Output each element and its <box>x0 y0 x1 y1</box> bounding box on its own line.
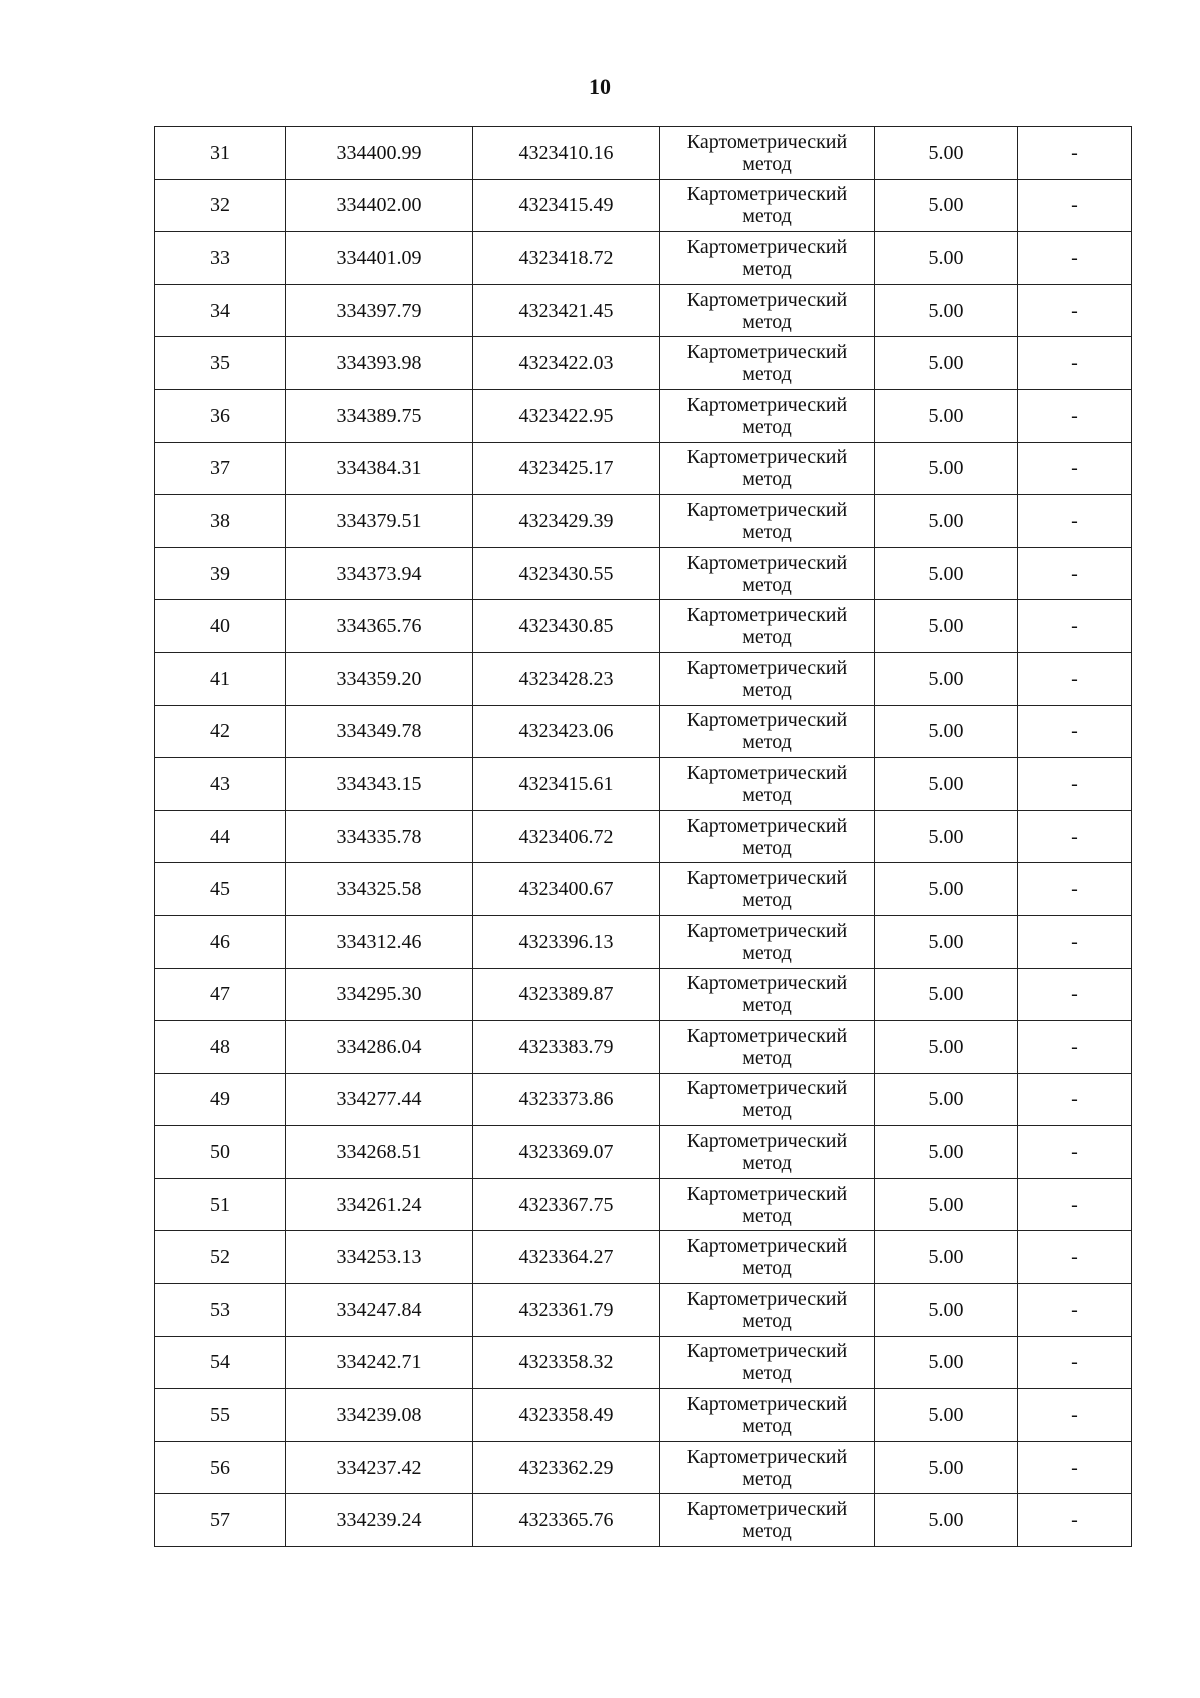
method-cell: Картометрический метод <box>660 705 875 758</box>
table-row <box>155 127 1132 180</box>
accuracy-cell: 5.00 <box>875 127 1018 180</box>
note-cell: - <box>1018 337 1132 390</box>
accuracy-cell: 5.00 <box>875 547 1018 600</box>
point-number-cell: 55 <box>155 1389 286 1442</box>
y-coordinate-cell: 4323361.79 <box>473 1284 660 1337</box>
method-cell: Картометрический метод <box>660 232 875 285</box>
accuracy-cell: 5.00 <box>875 1231 1018 1284</box>
method-cell: Картометрический метод <box>660 810 875 863</box>
point-number-cell: 33 <box>155 232 286 285</box>
method-cell: Картометрический метод <box>660 179 875 232</box>
y-coordinate-cell: 4323358.32 <box>473 1336 660 1389</box>
table-row <box>155 705 1132 758</box>
y-coordinate-cell: 4323396.13 <box>473 915 660 968</box>
method-cell: Картометрический метод <box>660 863 875 916</box>
accuracy-cell: 5.00 <box>875 442 1018 495</box>
method-cell: Картометрический метод <box>660 495 875 548</box>
note-cell: - <box>1018 1494 1132 1547</box>
y-coordinate-cell: 4323429.39 <box>473 495 660 548</box>
point-number-cell: 37 <box>155 442 286 495</box>
method-cell: Картометрический метод <box>660 758 875 811</box>
method-cell: Картометрический метод <box>660 652 875 705</box>
table-row <box>155 1494 1132 1547</box>
table-row <box>155 337 1132 390</box>
method-cell: Картометрический метод <box>660 1231 875 1284</box>
accuracy-cell: 5.00 <box>875 968 1018 1021</box>
method-cell: Картометрический метод <box>660 442 875 495</box>
point-number-cell: 31 <box>155 127 286 180</box>
y-coordinate-cell: 4323415.61 <box>473 758 660 811</box>
method-cell: Картометрический метод <box>660 1336 875 1389</box>
x-coordinate-cell: 334247.84 <box>286 1284 473 1337</box>
table-row <box>155 442 1132 495</box>
x-coordinate-cell: 334401.09 <box>286 232 473 285</box>
y-coordinate-cell: 4323421.45 <box>473 284 660 337</box>
note-cell: - <box>1018 1021 1132 1074</box>
accuracy-cell: 5.00 <box>875 1178 1018 1231</box>
coordinates-table <box>154 126 1132 1547</box>
method-cell: Картометрический метод <box>660 600 875 653</box>
accuracy-cell: 5.00 <box>875 863 1018 916</box>
accuracy-cell: 5.00 <box>875 600 1018 653</box>
table-row <box>155 495 1132 548</box>
x-coordinate-cell: 334365.76 <box>286 600 473 653</box>
x-coordinate-cell: 334400.99 <box>286 127 473 180</box>
table-row <box>155 1126 1132 1179</box>
accuracy-cell: 5.00 <box>875 1126 1018 1179</box>
x-coordinate-cell: 334373.94 <box>286 547 473 600</box>
point-number-cell: 54 <box>155 1336 286 1389</box>
method-cell: Картометрический метод <box>660 1178 875 1231</box>
method-cell: Картометрический метод <box>660 337 875 390</box>
note-cell: - <box>1018 652 1132 705</box>
accuracy-cell: 5.00 <box>875 389 1018 442</box>
table-row <box>155 1389 1132 1442</box>
method-cell: Картометрический метод <box>660 389 875 442</box>
point-number-cell: 32 <box>155 179 286 232</box>
point-number-cell: 46 <box>155 915 286 968</box>
table-row <box>155 915 1132 968</box>
point-number-cell: 50 <box>155 1126 286 1179</box>
x-coordinate-cell: 334277.44 <box>286 1073 473 1126</box>
y-coordinate-cell: 4323389.87 <box>473 968 660 1021</box>
note-cell: - <box>1018 179 1132 232</box>
accuracy-cell: 5.00 <box>875 1389 1018 1442</box>
method-cell: Картометрический метод <box>660 915 875 968</box>
x-coordinate-cell: 334393.98 <box>286 337 473 390</box>
point-number-cell: 38 <box>155 495 286 548</box>
accuracy-cell: 5.00 <box>875 284 1018 337</box>
note-cell: - <box>1018 1389 1132 1442</box>
y-coordinate-cell: 4323373.86 <box>473 1073 660 1126</box>
y-coordinate-cell: 4323365.76 <box>473 1494 660 1547</box>
y-coordinate-cell: 4323362.29 <box>473 1441 660 1494</box>
y-coordinate-cell: 4323425.17 <box>473 442 660 495</box>
table-row <box>155 758 1132 811</box>
note-cell: - <box>1018 495 1132 548</box>
method-cell: Картометрический метод <box>660 1441 875 1494</box>
note-cell: - <box>1018 863 1132 916</box>
method-cell: Картометрический метод <box>660 968 875 1021</box>
table-row <box>155 810 1132 863</box>
note-cell: - <box>1018 1336 1132 1389</box>
note-cell: - <box>1018 758 1132 811</box>
accuracy-cell: 5.00 <box>875 337 1018 390</box>
y-coordinate-cell: 4323422.95 <box>473 389 660 442</box>
accuracy-cell: 5.00 <box>875 1494 1018 1547</box>
note-cell: - <box>1018 1284 1132 1337</box>
table-row <box>155 863 1132 916</box>
point-number-cell: 40 <box>155 600 286 653</box>
method-cell: Картометрический метод <box>660 284 875 337</box>
x-coordinate-cell: 334286.04 <box>286 1021 473 1074</box>
y-coordinate-cell: 4323358.49 <box>473 1389 660 1442</box>
note-cell: - <box>1018 547 1132 600</box>
point-number-cell: 42 <box>155 705 286 758</box>
point-number-cell: 52 <box>155 1231 286 1284</box>
accuracy-cell: 5.00 <box>875 705 1018 758</box>
point-number-cell: 44 <box>155 810 286 863</box>
x-coordinate-cell: 334312.46 <box>286 915 473 968</box>
accuracy-cell: 5.00 <box>875 179 1018 232</box>
point-number-cell: 47 <box>155 968 286 1021</box>
point-number-cell: 39 <box>155 547 286 600</box>
note-cell: - <box>1018 600 1132 653</box>
y-coordinate-cell: 4323364.27 <box>473 1231 660 1284</box>
y-coordinate-cell: 4323430.85 <box>473 600 660 653</box>
y-coordinate-cell: 4323423.06 <box>473 705 660 758</box>
note-cell: - <box>1018 968 1132 1021</box>
accuracy-cell: 5.00 <box>875 915 1018 968</box>
coordinates-table-body <box>155 127 1132 1547</box>
point-number-cell: 53 <box>155 1284 286 1337</box>
note-cell: - <box>1018 1178 1132 1231</box>
note-cell: - <box>1018 389 1132 442</box>
table-row <box>155 1441 1132 1494</box>
accuracy-cell: 5.00 <box>875 810 1018 863</box>
method-cell: Картометрический метод <box>660 1021 875 1074</box>
table-row <box>155 968 1132 1021</box>
point-number-cell: 48 <box>155 1021 286 1074</box>
x-coordinate-cell: 334237.42 <box>286 1441 473 1494</box>
accuracy-cell: 5.00 <box>875 495 1018 548</box>
note-cell: - <box>1018 915 1132 968</box>
x-coordinate-cell: 334343.15 <box>286 758 473 811</box>
x-coordinate-cell: 334325.58 <box>286 863 473 916</box>
point-number-cell: 51 <box>155 1178 286 1231</box>
point-number-cell: 34 <box>155 284 286 337</box>
accuracy-cell: 5.00 <box>875 232 1018 285</box>
x-coordinate-cell: 334295.30 <box>286 968 473 1021</box>
y-coordinate-cell: 4323415.49 <box>473 179 660 232</box>
table-row <box>155 1021 1132 1074</box>
x-coordinate-cell: 334242.71 <box>286 1336 473 1389</box>
x-coordinate-cell: 334349.78 <box>286 705 473 758</box>
table-row <box>155 284 1132 337</box>
x-coordinate-cell: 334239.24 <box>286 1494 473 1547</box>
y-coordinate-cell: 4323367.75 <box>473 1178 660 1231</box>
y-coordinate-cell: 4323383.79 <box>473 1021 660 1074</box>
table-row <box>155 179 1132 232</box>
method-cell: Картометрический метод <box>660 1284 875 1337</box>
point-number-cell: 41 <box>155 652 286 705</box>
x-coordinate-cell: 334397.79 <box>286 284 473 337</box>
x-coordinate-cell: 334379.51 <box>286 495 473 548</box>
accuracy-cell: 5.00 <box>875 1021 1018 1074</box>
note-cell: - <box>1018 1441 1132 1494</box>
method-cell: Картометрический метод <box>660 127 875 180</box>
point-number-cell: 35 <box>155 337 286 390</box>
method-cell: Картометрический метод <box>660 1073 875 1126</box>
x-coordinate-cell: 334384.31 <box>286 442 473 495</box>
accuracy-cell: 5.00 <box>875 1441 1018 1494</box>
x-coordinate-cell: 334268.51 <box>286 1126 473 1179</box>
x-coordinate-cell: 334402.00 <box>286 179 473 232</box>
point-number-cell: 49 <box>155 1073 286 1126</box>
note-cell: - <box>1018 284 1132 337</box>
table-row <box>155 232 1132 285</box>
page-number: 10 <box>589 74 611 99</box>
note-cell: - <box>1018 127 1132 180</box>
accuracy-cell: 5.00 <box>875 652 1018 705</box>
y-coordinate-cell: 4323430.55 <box>473 547 660 600</box>
y-coordinate-cell: 4323406.72 <box>473 810 660 863</box>
note-cell: - <box>1018 232 1132 285</box>
point-number-cell: 57 <box>155 1494 286 1547</box>
method-cell: Картометрический метод <box>660 1126 875 1179</box>
y-coordinate-cell: 4323369.07 <box>473 1126 660 1179</box>
x-coordinate-cell: 334261.24 <box>286 1178 473 1231</box>
x-coordinate-cell: 334253.13 <box>286 1231 473 1284</box>
accuracy-cell: 5.00 <box>875 758 1018 811</box>
y-coordinate-cell: 4323410.16 <box>473 127 660 180</box>
accuracy-cell: 5.00 <box>875 1336 1018 1389</box>
note-cell: - <box>1018 1126 1132 1179</box>
note-cell: - <box>1018 1073 1132 1126</box>
table-row <box>155 1284 1132 1337</box>
point-number-cell: 36 <box>155 389 286 442</box>
y-coordinate-cell: 4323428.23 <box>473 652 660 705</box>
table-row <box>155 1336 1132 1389</box>
table-row <box>155 1073 1132 1126</box>
note-cell: - <box>1018 810 1132 863</box>
table-row <box>155 1178 1132 1231</box>
table-row <box>155 1231 1132 1284</box>
x-coordinate-cell: 334389.75 <box>286 389 473 442</box>
accuracy-cell: 5.00 <box>875 1284 1018 1337</box>
note-cell: - <box>1018 705 1132 758</box>
method-cell: Картометрический метод <box>660 1494 875 1547</box>
x-coordinate-cell: 334239.08 <box>286 1389 473 1442</box>
note-cell: - <box>1018 1231 1132 1284</box>
method-cell: Картометрический метод <box>660 1389 875 1442</box>
method-cell: Картометрический метод <box>660 547 875 600</box>
x-coordinate-cell: 334359.20 <box>286 652 473 705</box>
table-row <box>155 389 1132 442</box>
point-number-cell: 43 <box>155 758 286 811</box>
table-row <box>155 652 1132 705</box>
table-row <box>155 547 1132 600</box>
y-coordinate-cell: 4323400.67 <box>473 863 660 916</box>
point-number-cell: 45 <box>155 863 286 916</box>
accuracy-cell: 5.00 <box>875 1073 1018 1126</box>
x-coordinate-cell: 334335.78 <box>286 810 473 863</box>
y-coordinate-cell: 4323422.03 <box>473 337 660 390</box>
table-row <box>155 600 1132 653</box>
point-number-cell: 56 <box>155 1441 286 1494</box>
note-cell: - <box>1018 442 1132 495</box>
y-coordinate-cell: 4323418.72 <box>473 232 660 285</box>
